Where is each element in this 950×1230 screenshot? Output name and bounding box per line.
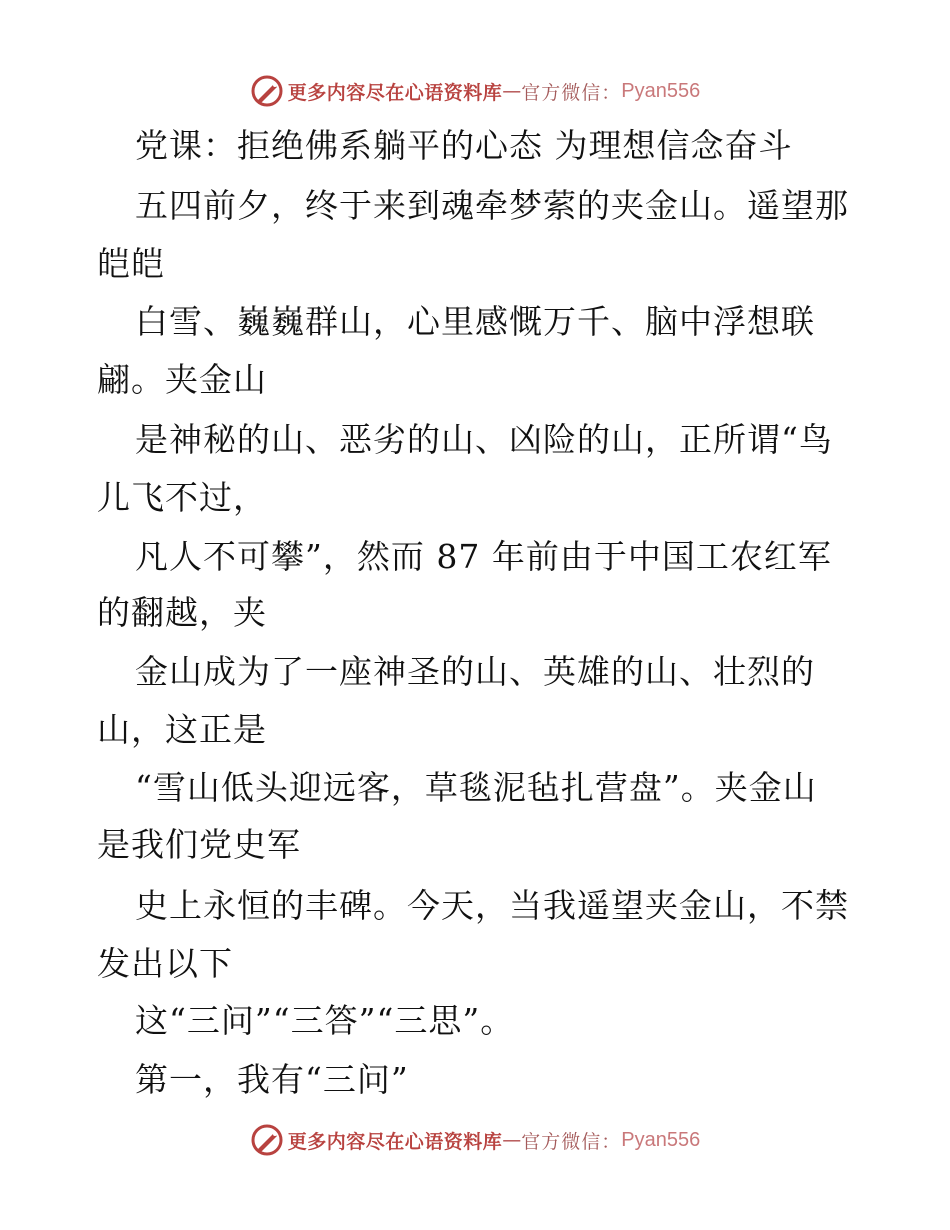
section-heading: 第一，我有“三问” — [135, 1060, 409, 1099]
watermark-wechat-label: 官方微信： — [521, 1130, 622, 1153]
watermark-dash: — — [502, 1129, 522, 1151]
footer-watermark-banner — [0, 1120, 950, 1160]
watermark-main-text: 更多内容尽在心语资料库 — [287, 1130, 503, 1153]
text-line: 是我们党史军 — [97, 825, 301, 864]
watermark-wechat-label: 官方微信： — [521, 81, 622, 104]
text-line: 儿飞不过， — [97, 478, 267, 517]
watermark-wechat-id: Pyan556 — [621, 1128, 701, 1151]
text-line: 白雪、巍巍群山，心里感慨万千、脑中浮想联 — [135, 302, 815, 341]
text-line: 是神秘的山、恶劣的山、凶险的山，正所谓“鸟 — [135, 420, 833, 459]
text-line: 的翻越，夹 — [97, 593, 267, 632]
watermark-dash: — — [502, 80, 522, 102]
header-watermark-banner — [0, 71, 950, 111]
text-line: 五四前夕，终于来到魂牵梦萦的夹金山。遥望那 — [135, 186, 849, 225]
text-line: 凡人不可攀”，然而 87 年前由于中国工农红军 — [135, 537, 832, 576]
text-line: 史上永恒的丰碑。今天，当我遥望夹金山，不禁 — [135, 886, 849, 925]
text-line: 翩。夹金山 — [97, 360, 267, 399]
doc-title: 党课：拒绝佛系躺平的心态 为理想信念奋斗 — [135, 126, 793, 165]
text-line: “雪山低头迎远客，草毯泥毡扎营盘”。夹金山 — [135, 768, 817, 807]
pen-seal-logo-icon — [250, 74, 284, 108]
text-line: 金山成为了一座神圣的山、英雄的山、壮烈的 — [135, 652, 815, 691]
text-line: 发出以下 — [97, 944, 233, 983]
watermark-main-text: 更多内容尽在心语资料库 — [287, 81, 503, 104]
text-line: 皑皑 — [97, 244, 165, 283]
pen-seal-logo-icon — [250, 1123, 284, 1157]
text-line: 山，这正是 — [97, 710, 267, 749]
watermark-wechat-id: Pyan556 — [621, 79, 701, 102]
text-line: 这“三问”“三答”“三思”。 — [135, 1001, 515, 1040]
